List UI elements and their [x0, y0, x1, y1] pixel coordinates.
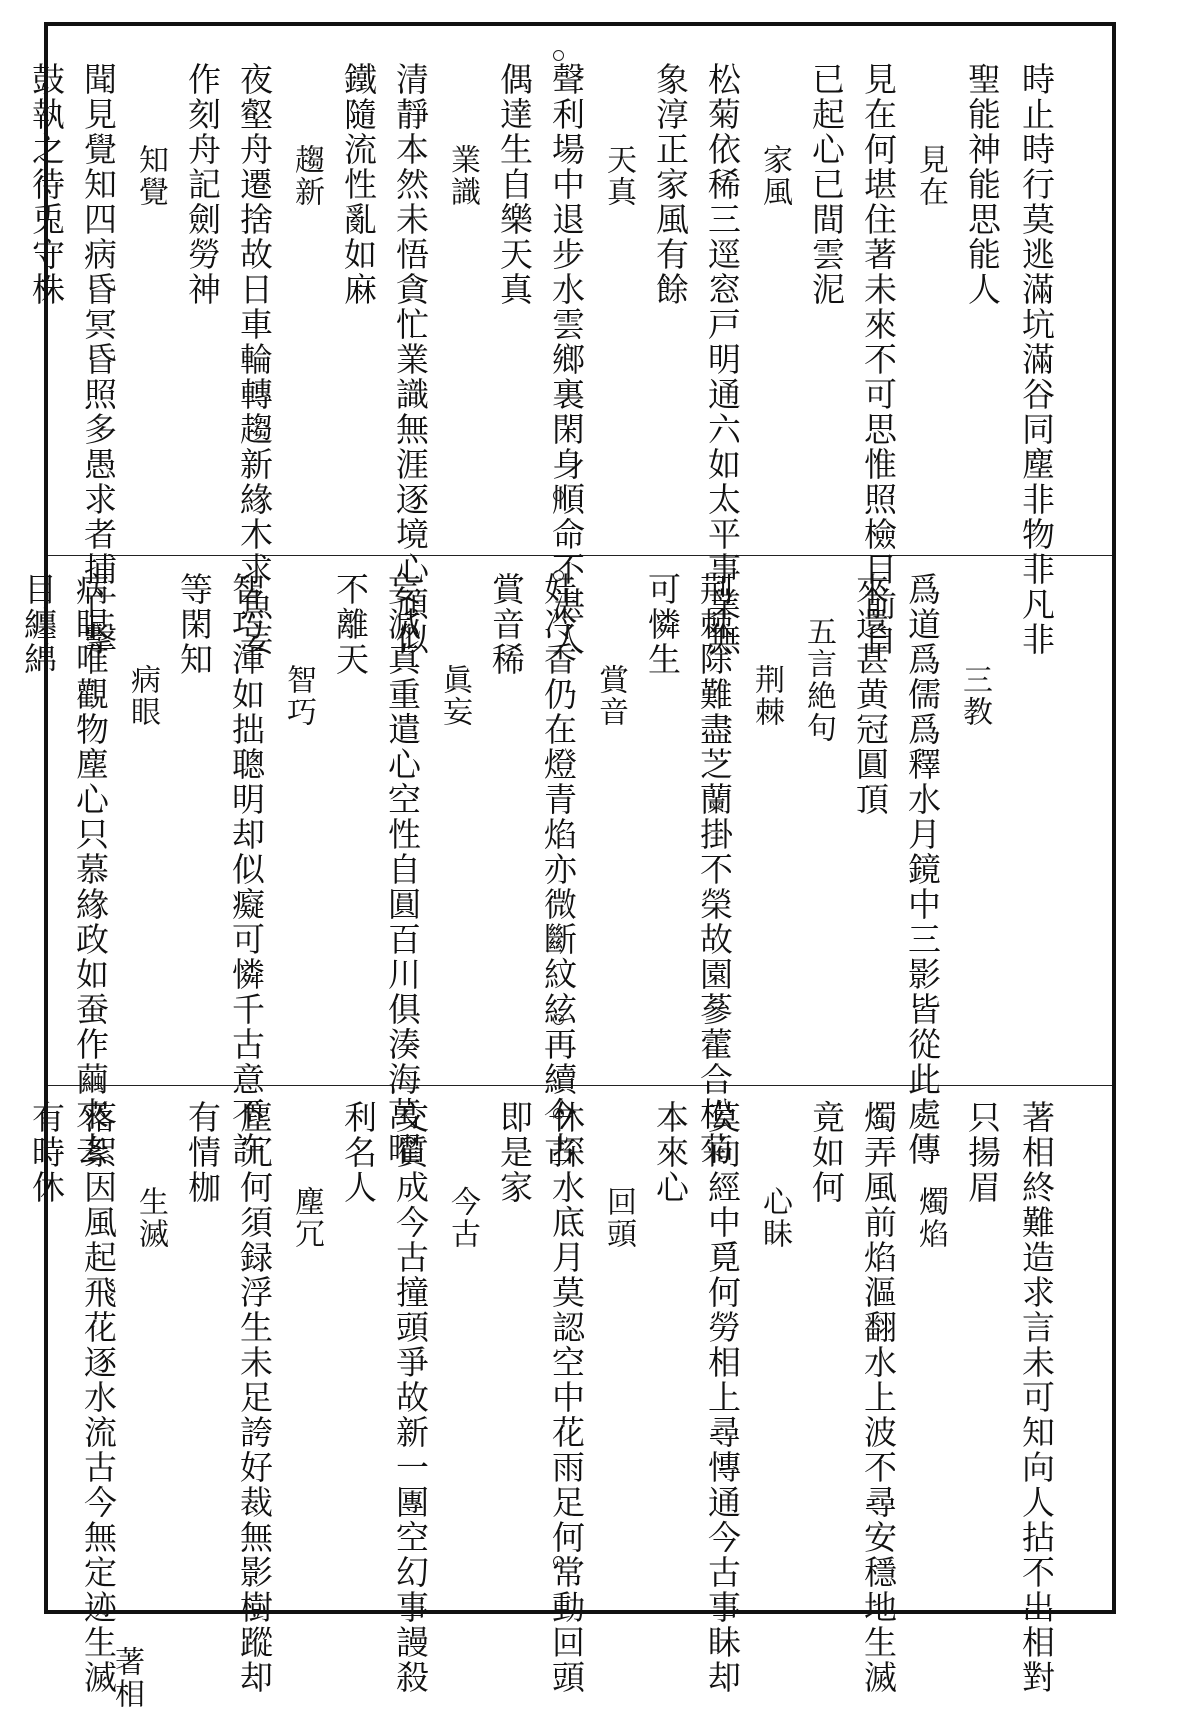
poem-heading: 著相	[109, 1646, 144, 1710]
text-column: 聖能神能思能人	[963, 62, 1002, 307]
text-column: 即是家	[495, 1100, 534, 1205]
text-column: 智巧渾如拙聰明却似癡可憐千古意不許	[227, 572, 266, 1167]
poem-heading: 智巧	[281, 664, 316, 728]
poem-heading: 塵冗	[289, 1186, 324, 1250]
text-column: 莫向經中覓何勞相上尋慱通今古事眛却	[703, 1100, 742, 1695]
text-column: 只揚眉	[963, 1100, 1002, 1205]
text-column: 爲道爲儒爲釋水月鏡中三影皆從此處傳	[903, 572, 942, 1167]
text-column: 聲利場中退步水雲鄉裏閑身順命不湛人	[547, 62, 586, 657]
text-column: 竟如何	[807, 1100, 846, 1205]
text-column: 時止時行莫逃滿坑滿谷同塵非物非凡非	[1017, 62, 1056, 657]
text-column: 著相終難造求言未可知向人拈不出相對	[1017, 1100, 1056, 1695]
text-register-3	[27, 1086, 1112, 1710]
poem-heading: 回頭	[601, 1186, 636, 1250]
text-column: 清靜本然未悟貪忙業識無涯逐境心頑似	[391, 62, 430, 657]
text-column: 病眼唯觀物塵心只慕緣政如蚕作繭來去	[71, 572, 110, 1167]
poem-heading: 趨新	[289, 144, 324, 208]
poem-heading: 賞音	[593, 664, 628, 728]
poem-heading: 生滅	[133, 1186, 168, 1250]
text-column: 落絮因風起飛花逐水流古今無定迹生滅	[79, 1100, 118, 1695]
punctuation-circle	[553, 490, 564, 501]
text-frame	[19, 22, 1116, 1710]
poem-heading: 心眛	[757, 1186, 792, 1250]
punctuation-circle	[553, 1108, 564, 1119]
poem-heading: 今古	[445, 1186, 480, 1250]
poem-heading: 見在	[913, 144, 948, 208]
poem-heading: 病眼	[125, 664, 160, 728]
text-column: 鐵隨流性亂如麻	[339, 62, 378, 307]
text-column: 目纏綿	[19, 572, 58, 677]
text-column: 利名人	[339, 1100, 378, 1205]
poem-heading: 荆棘	[749, 664, 784, 728]
text-column: 娃冷香仍在燈青焰亦微斷紋絃再續今古	[539, 572, 578, 1167]
text-column: 夜壑舟遷捨故日車輪轉趨新緣木求魚妄	[235, 62, 274, 657]
poem-heading: 業識	[445, 144, 480, 208]
text-column: 塵冗何須録浮生未足誇好裁無影樹蹤却	[235, 1100, 274, 1695]
poem-heading: 知覺	[133, 144, 168, 208]
text-column: 賞音稀	[487, 572, 526, 677]
poem-heading: 三教	[957, 664, 992, 728]
text-column: 偶達生自樂天真	[495, 62, 534, 307]
text-column: 荆棘除難盡芝蘭掛不榮故園蔘藿合松菊	[695, 572, 734, 1167]
text-column: 象淳正家風有餘	[651, 62, 690, 307]
text-column: 已起心已間雲泥	[807, 62, 846, 307]
text-column: 本來心	[651, 1100, 690, 1205]
text-column: 妄滅真重遣心空性自圓百川俱湊海萬曜	[383, 572, 422, 1167]
text-column: 松菊依稀三逕窓戸明通六如太平事業無	[703, 62, 742, 657]
text-column: 不離天	[331, 572, 370, 677]
text-column: 有情枷	[183, 1100, 222, 1205]
text-column: 來還甚黄冠圓頂	[851, 572, 890, 817]
text-column: 見在何堪住著未來不可思惟照檢目前自	[859, 62, 898, 657]
text-column: 可憐生	[643, 572, 682, 677]
text-column: 燭弄風前焰漚翻水上波不尋安穩地生滅	[859, 1100, 898, 1695]
text-column: 作刻舟記劍勞神	[183, 62, 222, 307]
punctuation-circle	[553, 50, 564, 61]
poem-heading: 家風	[757, 144, 792, 208]
text-column: 聞見覺知四病昏冥昏照多愚求者捕亡擊	[79, 62, 118, 657]
text-column: 休探水底月莫認空中花雨足何常動回頭	[547, 1100, 586, 1695]
poem-heading: 燭焰	[913, 1186, 948, 1250]
poem-heading: 五言絶句	[801, 616, 836, 744]
poem-heading: 眞妄	[437, 664, 472, 728]
text-column: 鼓執之待兎守株	[27, 62, 66, 307]
punctuation-circle	[553, 570, 564, 581]
punctuation-circle	[553, 1014, 564, 1025]
poem-heading: 天真	[601, 144, 636, 208]
text-column: 交質成今古撞頭爭故新一團空幻事謾殺	[391, 1100, 430, 1695]
text-column: 有時休	[27, 1100, 66, 1205]
text-column: 等閑知	[175, 572, 214, 677]
punctuation-circle	[553, 1556, 564, 1567]
